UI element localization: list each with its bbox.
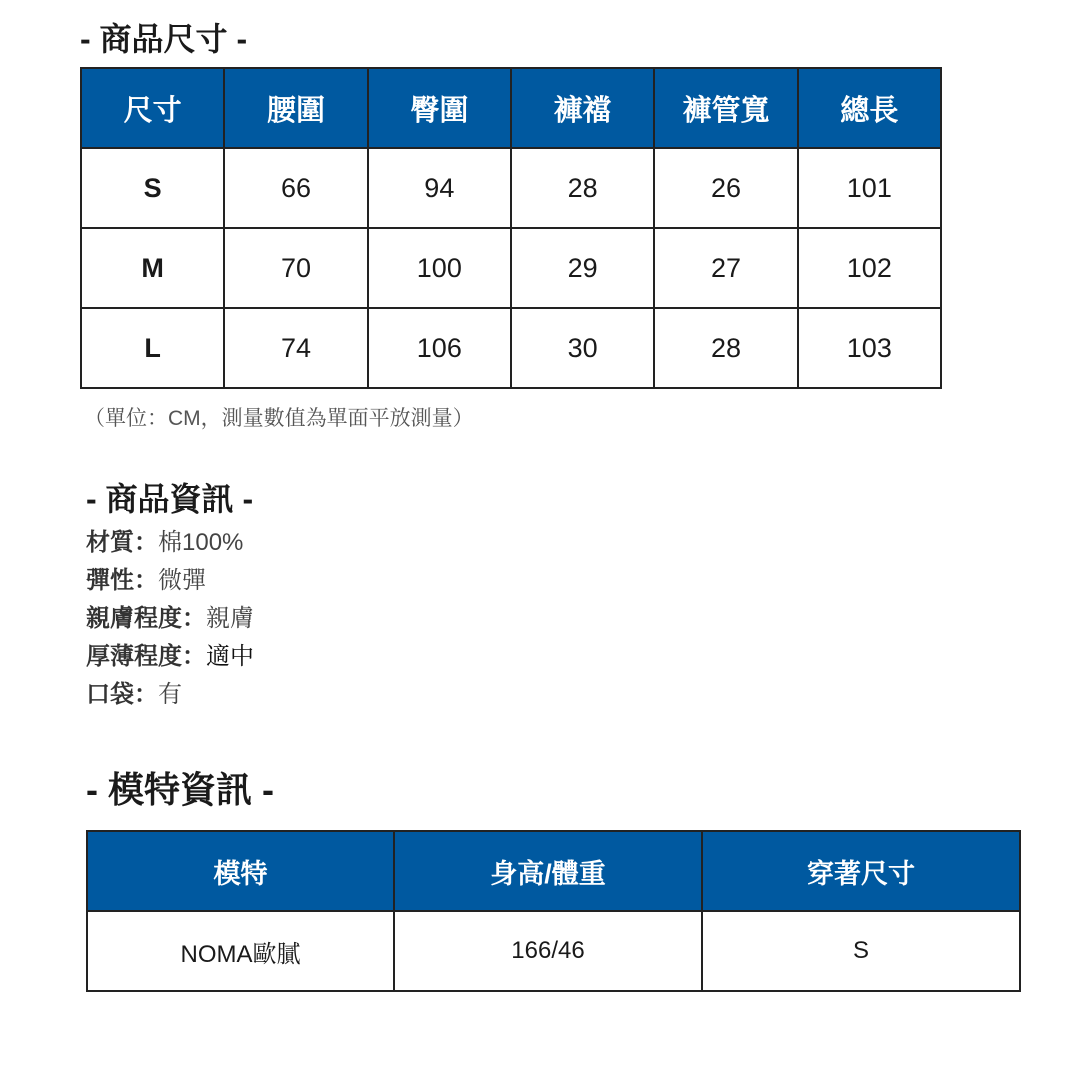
size-worn-cell: S [702, 911, 1020, 991]
size-cell: M [81, 228, 224, 308]
header-leg-opening: 褲管寬 [654, 68, 797, 148]
model-section-title: - 模特資訊 - [86, 769, 274, 810]
info-key: 厚薄程度： [86, 643, 206, 670]
model-info-table [86, 830, 1021, 992]
info-value: 微彈 [158, 567, 206, 594]
waist-cell: 70 [224, 228, 367, 308]
height-weight-cell: 166/46 [394, 911, 702, 991]
model-name-cell: NOMA歐膩 [87, 911, 394, 991]
measurement-note: （單位：CM，測量數值為單面平放測量） [84, 407, 474, 430]
length-cell: 101 [798, 148, 941, 228]
length-cell: 102 [798, 228, 941, 308]
waist-cell: 74 [224, 308, 367, 388]
info-value: 親膚 [206, 605, 254, 632]
size-cell: L [81, 308, 224, 388]
table-row [81, 308, 941, 388]
info-section-title: - 商品資訊 - [86, 481, 254, 517]
hip-cell: 106 [368, 308, 511, 388]
rise-cell: 29 [511, 228, 654, 308]
info-key: 彈性： [86, 567, 158, 594]
header-rise: 褲襠 [511, 68, 654, 148]
leg-opening-cell: 27 [654, 228, 797, 308]
info-value: 適中 [206, 643, 254, 670]
info-key: 親膚程度： [86, 605, 206, 632]
info-item-skin-friendly [86, 600, 254, 638]
rise-cell: 30 [511, 308, 654, 388]
hip-cell: 94 [368, 148, 511, 228]
header-size-worn: 穿著尺寸 [702, 831, 1020, 911]
info-item-material [86, 524, 254, 562]
table-row [87, 911, 1020, 991]
leg-opening-cell: 28 [654, 308, 797, 388]
header-height-weight: 身高/體重 [394, 831, 702, 911]
leg-opening-cell: 26 [654, 148, 797, 228]
header-model: 模特 [87, 831, 394, 911]
model-table-header-row [87, 831, 1020, 911]
header-size: 尺寸 [81, 68, 224, 148]
info-key: 材質： [86, 529, 158, 556]
header-length: 總長 [798, 68, 941, 148]
info-item-thickness [86, 638, 254, 676]
size-table-header-row [81, 68, 941, 148]
table-row [81, 148, 941, 228]
info-key: 口袋： [86, 681, 158, 708]
hip-cell: 100 [368, 228, 511, 308]
size-cell: S [81, 148, 224, 228]
waist-cell: 66 [224, 148, 367, 228]
product-info-list [86, 524, 254, 714]
info-value: 棉100% [158, 529, 244, 556]
header-waist: 腰圍 [224, 68, 367, 148]
length-cell: 103 [798, 308, 941, 388]
info-item-elasticity [86, 562, 254, 600]
rise-cell: 28 [511, 148, 654, 228]
size-section-title: - 商品尺寸 - [80, 21, 248, 57]
header-hip: 臀圍 [368, 68, 511, 148]
info-value: 有 [158, 681, 182, 708]
table-row [81, 228, 941, 308]
info-item-pockets [86, 676, 254, 714]
size-chart-table [80, 67, 942, 389]
